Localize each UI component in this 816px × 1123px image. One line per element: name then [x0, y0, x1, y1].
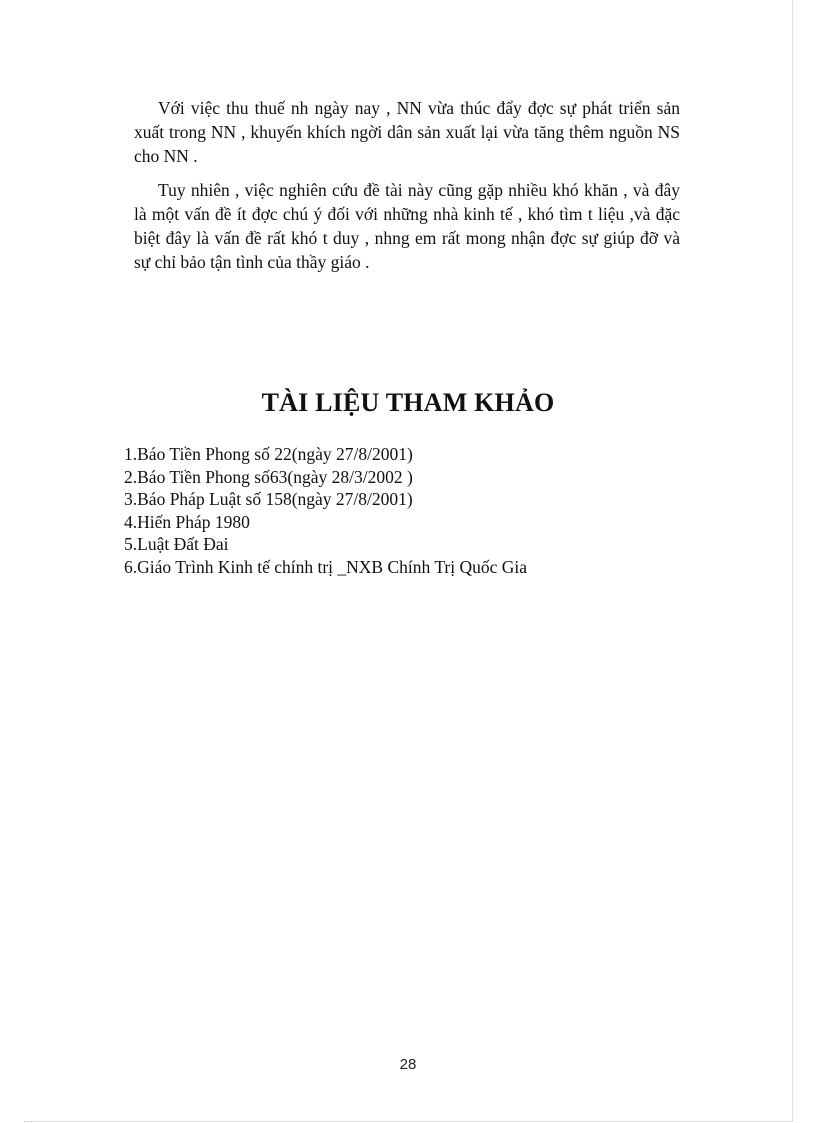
reference-item: 1.Báo Tiền Phong số 22(ngày 27/8/2001) — [124, 444, 413, 464]
reference-item: 3.Báo Pháp Luật số 158(ngày 27/8/2001) — [124, 489, 413, 509]
page-edge-right — [792, 0, 793, 1121]
reference-item: 6.Giáo Trình Kinh tế chính trị _NXB Chính Trị Quốc Gia — [124, 556, 528, 577]
paragraph-research-difficulties: Tuy nhiên , việc nghiên cứu đề tài này cũng gặp nhiều khó khăn , và đây là một vấn đề ít đợc chú ý đối với những nhà kinh tế , khó tìm t liệu ,và đặc biệt đây là vấn đề rất khó t duy , nhng em rất mong nhận đợc sự giúp đỡ và sự chỉ bảo tận tình của thầy giáo . — [134, 180, 680, 272]
page-number: 28 — [399, 1056, 417, 1073]
page-edge-bottom — [24, 1121, 792, 1122]
body-text — [134, 96, 680, 284]
paragraph-tax-benefits: Với việc thu thuế nh ngày nay , NN vừa thúc đẩy đợc sự phát triển sản xuất trong NN , khuyến khích ngời dân sản xuất lại vừa tăng thêm nguồn NS cho NN . — [134, 98, 680, 166]
references-heading: TÀI LIỆU THAM KHẢO — [261, 388, 555, 417]
reference-item: 5.Luật Đất Đai — [124, 534, 229, 554]
reference-item: 2.Báo Tiền Phong số63(ngày 28/3/2002 ) — [124, 466, 413, 487]
references-list — [124, 443, 527, 578]
reference-item: 4.Hiến Pháp 1980 — [124, 511, 250, 532]
